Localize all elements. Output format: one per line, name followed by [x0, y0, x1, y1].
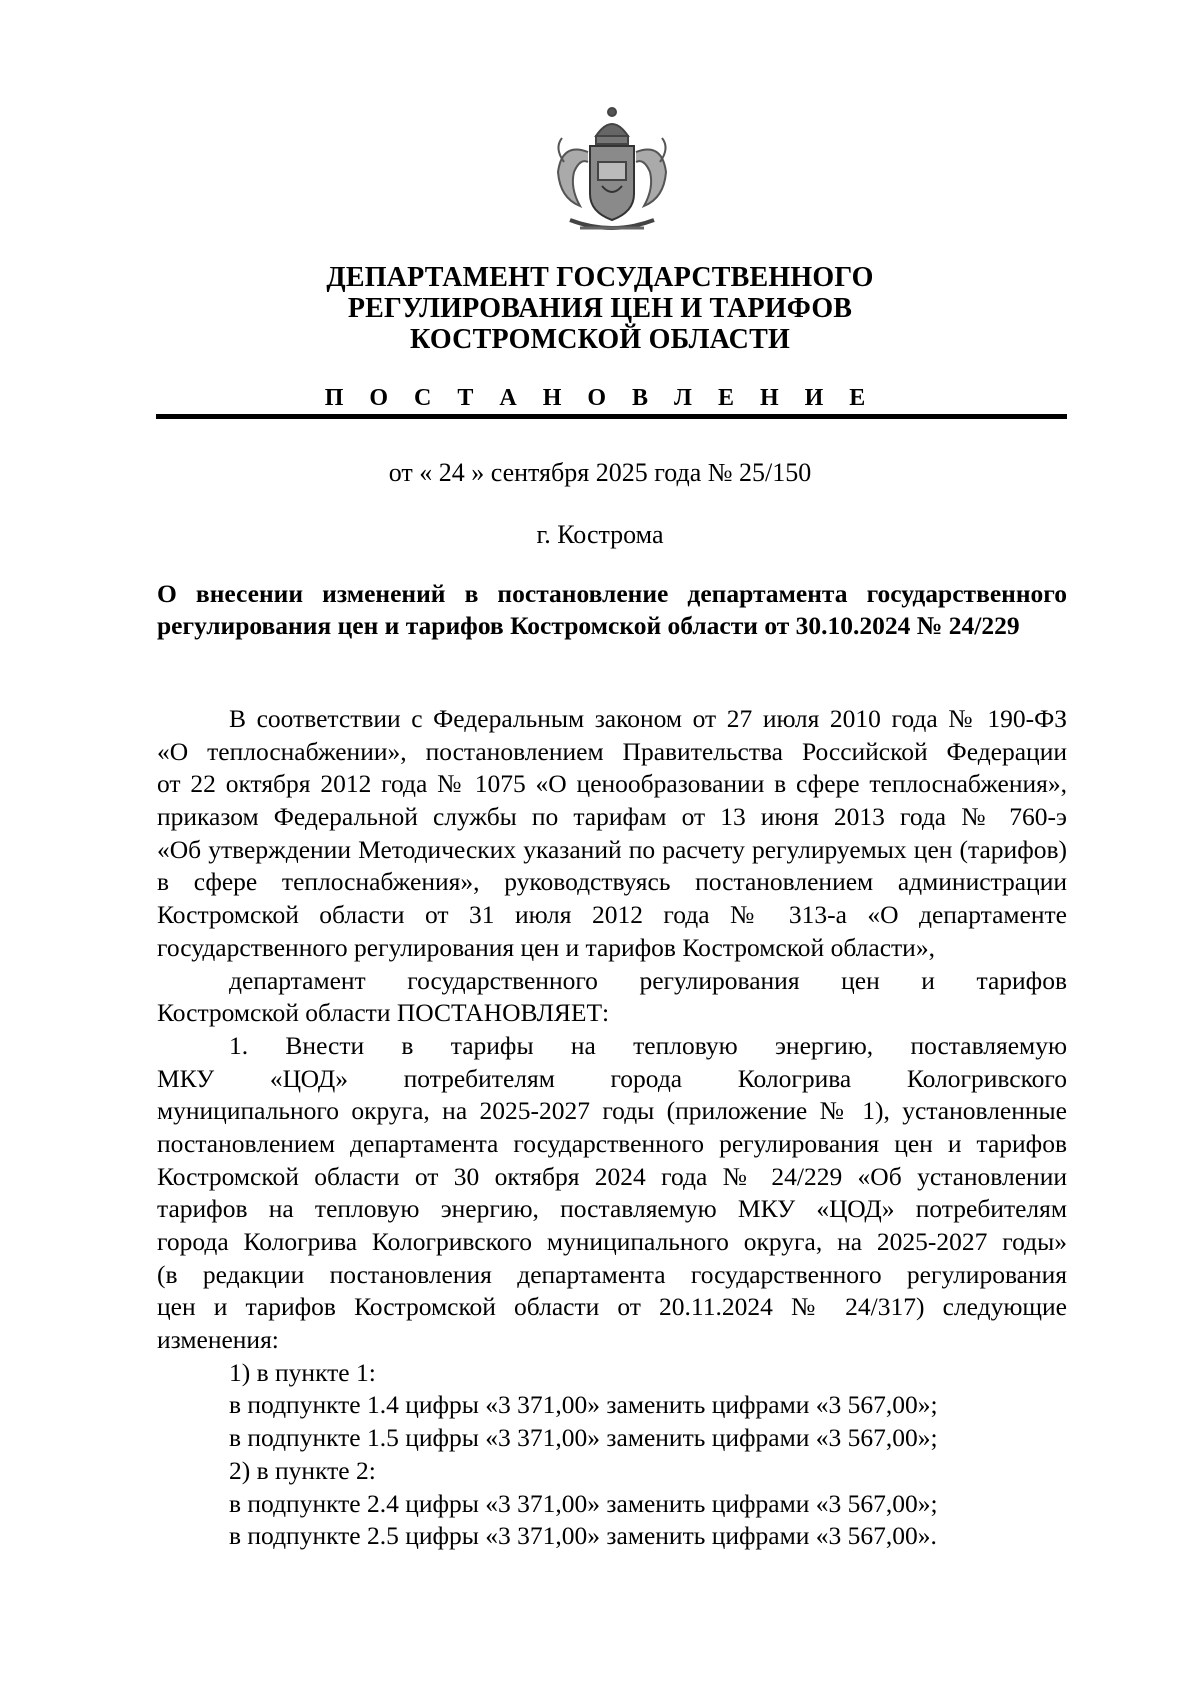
body-line: в подпункте 2.5 цифры «3 371,00» заменить цифрами «3 567,00».: [229, 1521, 937, 1551]
document-date-number: от « 24 » сентября 2025 года № 25/150: [388, 458, 812, 487]
department-line-3: КОСТРОМСКОЙ ОБЛАСТИ: [410, 324, 790, 355]
body-line: в подпункте 2.4 цифры «3 371,00» заменить цифрами «3 567,00»;: [229, 1488, 938, 1518]
body-line: от 22 октября 2012 года № 1075 «О ценообразовании в сфере теплоснабжения»,: [157, 769, 1067, 799]
body-line: Костромской области от 30 октября 2024 года № 24/229 «Об установлении: [157, 1161, 1067, 1191]
department-line-2: РЕГУЛИРОВАНИЯ ЦЕН И ТАРИФОВ: [347, 293, 853, 324]
body-line: 1. Внести в тарифы на тепловую энергию, поставляемую: [229, 1030, 1067, 1060]
body-line: департамент государственного регулирования цен и тарифов: [229, 965, 1067, 995]
body-line: муниципального округа, на 2025-2027 годы (приложение № 1), установленные: [157, 1096, 1067, 1126]
department-name: [0, 262, 1200, 355]
document-body: [157, 703, 1067, 1553]
body-line: в подпункте 1.5 цифры «3 371,00» заменить цифрами «3 567,00»;: [229, 1423, 938, 1453]
subject-line: О внесении изменений в постановление департамента государственного: [157, 579, 1067, 608]
body-line: тарифов на тепловую энергию, поставляемую МКУ «ЦОД» потребителям: [157, 1194, 1067, 1224]
body-line: 1) в пункте 1:: [229, 1357, 376, 1387]
document-city: г. Кострома: [536, 520, 664, 549]
body-line: цен и тарифов Костромской области от 20.11.2024 № 24/317) следующие: [157, 1292, 1067, 1322]
body-line: В соответствии с Федеральным законом от 27 июля 2010 года № 190-ФЗ: [229, 704, 1067, 733]
body-line: постановлением департамента государственного регулирования цен и тарифов: [157, 1128, 1067, 1158]
body-line: (в редакции постановления департамента государственного регулирования: [157, 1259, 1067, 1289]
body-line: города Кологрива Кологривского муниципального округа, на 2025-2027 годы»: [157, 1227, 1067, 1256]
document-type-heading: П О С Т А Н О В Л Е Н И Е: [324, 385, 876, 411]
body-line: 2) в пункте 2:: [229, 1455, 376, 1485]
coat-of-arms-icon: [540, 102, 684, 242]
body-line: Костромской области от 31 июля 2012 года № 313-а «О департаменте: [157, 900, 1067, 930]
body-line: государственного регулирования цен и тарифов Костромской области»,: [157, 932, 935, 962]
department-line-1: ДЕПАРТАМЕНТ ГОСУДАРСТВЕННОГО: [326, 262, 874, 293]
body-line: приказом Федеральной службы по тарифам от 13 июня 2013 года № 760-э: [157, 802, 1067, 832]
body-line: Костромской области ПОСТАНОВЛЯЕТ:: [157, 998, 610, 1028]
body-line: «Об утверждении Методических указаний по расчету регулируемых цен (тарифов): [157, 834, 1067, 864]
subject-line: регулирования цен и тарифов Костромской области от 30.10.2024 № 24/229: [157, 611, 1020, 640]
body-line: в сфере теплоснабжения», руководствуясь постановлением администрации: [157, 867, 1067, 897]
body-line: изменения:: [157, 1325, 279, 1355]
body-line: МКУ «ЦОД» потребителям города Кологрива Кологривского: [157, 1063, 1067, 1093]
header-divider: [156, 414, 1067, 419]
document-subject: [157, 578, 1067, 642]
body-line: «О теплоснабжении», постановлением Правительства Российской Федерации: [157, 736, 1067, 766]
body-line: в подпункте 1.4 цифры «3 371,00» заменить цифрами «3 567,00»;: [229, 1390, 938, 1420]
